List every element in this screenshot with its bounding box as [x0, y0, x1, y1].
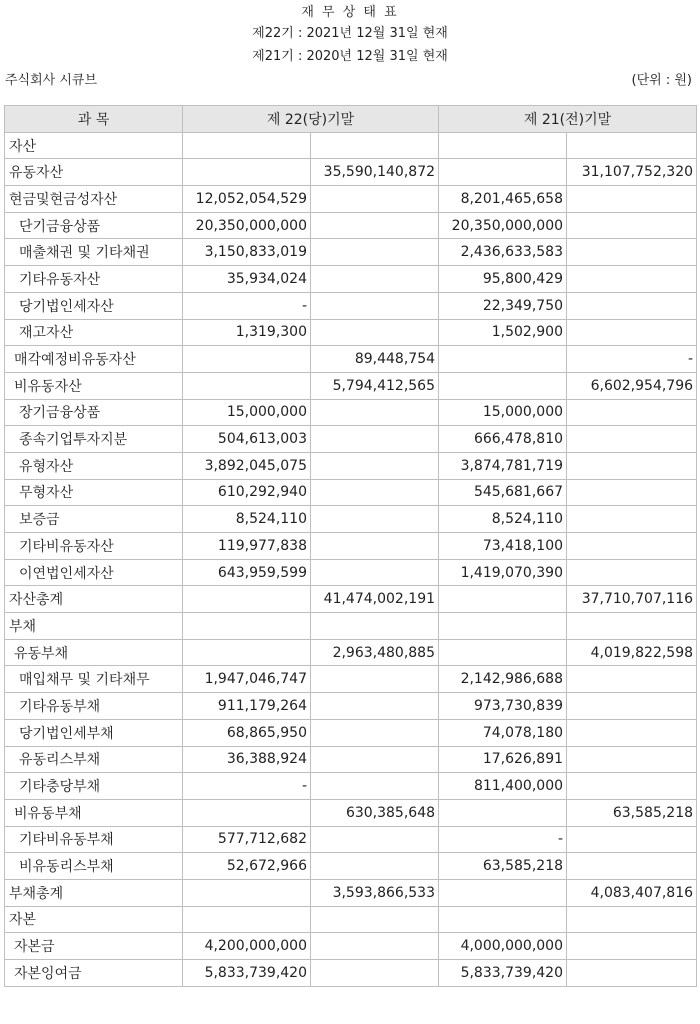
prior-detail-amount: - [439, 826, 567, 853]
row-item-name: 기타충당부채 [5, 773, 183, 800]
prior-total-amount [567, 266, 697, 293]
prior-detail-amount: 22,349,750 [439, 292, 567, 319]
row-item-name: 유동리스부채 [5, 746, 183, 773]
prior-total-amount [567, 559, 697, 586]
prior-detail-amount: 1,502,900 [439, 319, 567, 346]
prior-total-amount [567, 906, 697, 933]
row-item-name: 매각예정비유동자산 [5, 346, 183, 373]
current-detail-amount: 643,959,599 [183, 559, 311, 586]
current-total-amount: 89,448,754 [311, 346, 439, 373]
prior-detail-amount: 2,436,633,583 [439, 239, 567, 266]
balance-sheet-table [4, 105, 697, 987]
current-detail-amount: 1,947,046,747 [183, 666, 311, 693]
current-total-amount [311, 613, 439, 640]
row-item-name: 단기금융상품 [5, 212, 183, 239]
prior-total-amount: - [567, 346, 697, 373]
prior-detail-amount [439, 159, 567, 186]
row-item-name: 매입채무 및 기타채무 [5, 666, 183, 693]
prior-total-amount [567, 479, 697, 506]
table-row [5, 186, 697, 213]
prior-detail-amount [439, 639, 567, 666]
table-row [5, 479, 697, 506]
current-detail-amount [183, 879, 311, 906]
current-total-amount: 3,593,866,533 [311, 879, 439, 906]
table-row [5, 853, 697, 880]
current-total-amount [311, 399, 439, 426]
table-row [5, 613, 697, 640]
company-name: 주식회사 시큐브 [5, 73, 98, 88]
current-detail-amount [183, 613, 311, 640]
statement-meta [0, 69, 700, 93]
row-item-name: 기타비유동부채 [5, 826, 183, 853]
prior-total-amount [567, 533, 697, 560]
row-item-name: 자산총계 [5, 586, 183, 613]
current-detail-amount: 15,000,000 [183, 399, 311, 426]
table-row [5, 906, 697, 933]
current-detail-amount: 35,934,024 [183, 266, 311, 293]
current-detail-amount [183, 159, 311, 186]
prior-total-amount [567, 399, 697, 426]
current-total-amount: 2,963,480,885 [311, 639, 439, 666]
prior-detail-amount [439, 799, 567, 826]
prior-total-amount [567, 132, 697, 159]
row-item-name: 유동부채 [5, 639, 183, 666]
statement-header [0, 0, 700, 68]
prior-total-amount [567, 452, 697, 479]
table-row [5, 719, 697, 746]
current-total-amount [311, 719, 439, 746]
prior-total-amount [567, 693, 697, 720]
prior-total-amount [567, 239, 697, 266]
table-row [5, 452, 697, 479]
prior-detail-amount: 95,800,429 [439, 266, 567, 293]
table-row [5, 960, 697, 987]
current-detail-amount: 1,319,300 [183, 319, 311, 346]
prior-detail-amount: 5,833,739,420 [439, 960, 567, 987]
row-item-name: 장기금융상품 [5, 399, 183, 426]
table-row [5, 826, 697, 853]
prior-detail-amount [439, 586, 567, 613]
current-total-amount [311, 773, 439, 800]
prior-detail-amount [439, 879, 567, 906]
column-header-item: 과 목 [5, 106, 183, 133]
prior-total-amount: 6,602,954,796 [567, 372, 697, 399]
table-row [5, 799, 697, 826]
current-detail-amount [183, 372, 311, 399]
prior-total-amount [567, 960, 697, 987]
table-row [5, 159, 697, 186]
column-header-prior: 제 21(전)기말 [439, 106, 697, 133]
table-row [5, 879, 697, 906]
current-total-amount [311, 212, 439, 239]
prior-total-amount [567, 853, 697, 880]
current-detail-amount: 68,865,950 [183, 719, 311, 746]
prior-detail-amount: 63,585,218 [439, 853, 567, 880]
current-total-amount [311, 746, 439, 773]
current-detail-amount [183, 639, 311, 666]
current-total-amount [311, 933, 439, 960]
row-item-name: 기타유동자산 [5, 266, 183, 293]
current-detail-amount [183, 906, 311, 933]
row-item-name: 자본금 [5, 933, 183, 960]
prior-total-amount [567, 506, 697, 533]
prior-detail-amount [439, 346, 567, 373]
prior-detail-amount: 20,350,000,000 [439, 212, 567, 239]
table-row [5, 292, 697, 319]
row-item-name: 무형자산 [5, 479, 183, 506]
prior-detail-amount: 545,681,667 [439, 479, 567, 506]
table-row [5, 773, 697, 800]
prior-period-label: 제21기 : 2020년 12월 31일 현재 [252, 49, 448, 64]
current-total-amount [311, 132, 439, 159]
prior-total-amount [567, 426, 697, 453]
row-item-name: 보증금 [5, 506, 183, 533]
current-detail-amount: 577,712,682 [183, 826, 311, 853]
current-total-amount [311, 186, 439, 213]
table-row [5, 533, 697, 560]
prior-detail-amount: 2,142,986,688 [439, 666, 567, 693]
current-detail-amount: 8,524,110 [183, 506, 311, 533]
prior-detail-amount: 4,000,000,000 [439, 933, 567, 960]
current-total-amount: 35,590,140,872 [311, 159, 439, 186]
row-item-name: 당기법인세부채 [5, 719, 183, 746]
current-total-amount [311, 239, 439, 266]
table-row [5, 506, 697, 533]
current-detail-amount: 3,892,045,075 [183, 452, 311, 479]
prior-total-amount [567, 773, 697, 800]
table-row [5, 319, 697, 346]
table-row [5, 666, 697, 693]
current-total-amount [311, 426, 439, 453]
table-row [5, 586, 697, 613]
prior-total-amount [567, 746, 697, 773]
prior-detail-amount: 973,730,839 [439, 693, 567, 720]
row-item-name: 부채총계 [5, 879, 183, 906]
prior-detail-amount: 17,626,891 [439, 746, 567, 773]
prior-total-amount [567, 292, 697, 319]
row-item-name: 유형자산 [5, 452, 183, 479]
row-item-name: 재고자산 [5, 319, 183, 346]
prior-detail-amount [439, 132, 567, 159]
table-row [5, 933, 697, 960]
statement-title: 재 무 상 태 표 [301, 5, 399, 20]
current-detail-amount: - [183, 773, 311, 800]
table-row [5, 132, 697, 159]
prior-detail-amount: 15,000,000 [439, 399, 567, 426]
table-row [5, 639, 697, 666]
row-item-name: 비유동부채 [5, 799, 183, 826]
current-total-amount [311, 266, 439, 293]
table-body [5, 132, 697, 986]
table-row [5, 266, 697, 293]
prior-detail-amount: 8,201,465,658 [439, 186, 567, 213]
row-item-name: 당기법인세자산 [5, 292, 183, 319]
row-item-name: 매출채권 및 기타채권 [5, 239, 183, 266]
row-item-name: 종속기업투자지분 [5, 426, 183, 453]
table-row [5, 746, 697, 773]
current-detail-amount: 911,179,264 [183, 693, 311, 720]
column-header-current: 제 22(당)기말 [183, 106, 439, 133]
current-total-amount [311, 666, 439, 693]
row-item-name: 비유동리스부채 [5, 853, 183, 880]
current-detail-amount: 52,672,966 [183, 853, 311, 880]
prior-total-amount [567, 319, 697, 346]
table-row [5, 239, 697, 266]
current-total-amount: 41,474,002,191 [311, 586, 439, 613]
current-detail-amount [183, 799, 311, 826]
prior-detail-amount: 666,478,810 [439, 426, 567, 453]
table-row [5, 372, 697, 399]
prior-detail-amount: 1,419,070,390 [439, 559, 567, 586]
prior-detail-amount: 73,418,100 [439, 533, 567, 560]
prior-total-amount [567, 613, 697, 640]
table-row [5, 346, 697, 373]
row-item-name: 비유동자산 [5, 372, 183, 399]
table-row [5, 212, 697, 239]
current-period-label: 제22기 : 2021년 12월 31일 현재 [252, 26, 448, 41]
current-detail-amount [183, 586, 311, 613]
table-row [5, 426, 697, 453]
current-detail-amount: 36,388,924 [183, 746, 311, 773]
row-item-name: 현금및현금성자산 [5, 186, 183, 213]
current-detail-amount [183, 132, 311, 159]
current-total-amount [311, 906, 439, 933]
current-detail-amount: 4,200,000,000 [183, 933, 311, 960]
current-detail-amount [183, 346, 311, 373]
row-item-name: 자본잉여금 [5, 960, 183, 987]
current-detail-amount: 119,977,838 [183, 533, 311, 560]
prior-total-amount: 4,083,407,816 [567, 879, 697, 906]
table-row [5, 693, 697, 720]
prior-total-amount: 63,585,218 [567, 799, 697, 826]
prior-total-amount [567, 933, 697, 960]
row-item-name: 기타비유동자산 [5, 533, 183, 560]
table-header-row [5, 106, 697, 133]
current-detail-amount: 3,150,833,019 [183, 239, 311, 266]
table-row [5, 559, 697, 586]
current-total-amount [311, 559, 439, 586]
current-total-amount: 5,794,412,565 [311, 372, 439, 399]
prior-detail-amount: 8,524,110 [439, 506, 567, 533]
prior-detail-amount [439, 613, 567, 640]
row-item-name: 이연법인세자산 [5, 559, 183, 586]
prior-detail-amount [439, 906, 567, 933]
row-item-name: 자본 [5, 906, 183, 933]
prior-total-amount: 4,019,822,598 [567, 639, 697, 666]
row-item-name: 유동자산 [5, 159, 183, 186]
current-total-amount [311, 292, 439, 319]
current-total-amount [311, 506, 439, 533]
current-detail-amount: 610,292,940 [183, 479, 311, 506]
current-detail-amount: - [183, 292, 311, 319]
prior-total-amount [567, 186, 697, 213]
current-detail-amount: 504,613,003 [183, 426, 311, 453]
unit-label: (단위 : 원) [631, 73, 692, 88]
current-total-amount [311, 479, 439, 506]
row-item-name: 기타유동부채 [5, 693, 183, 720]
current-detail-amount: 12,052,054,529 [183, 186, 311, 213]
current-total-amount [311, 960, 439, 987]
prior-detail-amount [439, 372, 567, 399]
prior-total-amount: 31,107,752,320 [567, 159, 697, 186]
current-total-amount [311, 853, 439, 880]
prior-total-amount [567, 826, 697, 853]
current-total-amount: 630,385,648 [311, 799, 439, 826]
current-total-amount [311, 533, 439, 560]
prior-total-amount [567, 212, 697, 239]
current-total-amount [311, 826, 439, 853]
row-item-name: 자산 [5, 132, 183, 159]
prior-detail-amount: 811,400,000 [439, 773, 567, 800]
prior-total-amount [567, 666, 697, 693]
prior-detail-amount: 74,078,180 [439, 719, 567, 746]
table-row [5, 399, 697, 426]
current-total-amount [311, 319, 439, 346]
row-item-name: 부채 [5, 613, 183, 640]
current-detail-amount: 20,350,000,000 [183, 212, 311, 239]
prior-total-amount [567, 719, 697, 746]
current-total-amount [311, 452, 439, 479]
current-total-amount [311, 693, 439, 720]
current-detail-amount: 5,833,739,420 [183, 960, 311, 987]
prior-detail-amount: 3,874,781,719 [439, 452, 567, 479]
prior-total-amount: 37,710,707,116 [567, 586, 697, 613]
